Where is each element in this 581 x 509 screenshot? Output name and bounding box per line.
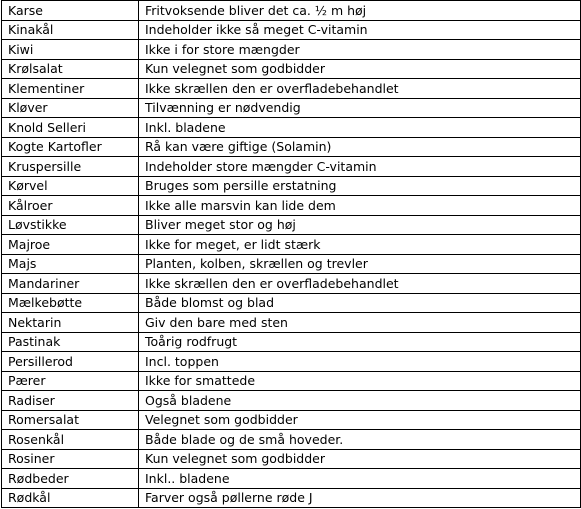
- food-note-cell: Incl. toppen: [139, 352, 581, 372]
- food-note-cell: Ikke skrællen den er overfladebehandlet: [139, 274, 581, 294]
- food-note-cell: Ikke for meget, er lidt stærk: [139, 235, 581, 255]
- table-row: [2, 469, 581, 489]
- food-note-cell: Inkl. bladene: [139, 118, 581, 138]
- food-name-cell: Majroe: [2, 235, 139, 255]
- food-name-cell: Klementiner: [2, 79, 139, 99]
- food-name-cell: Rødbeder: [2, 469, 139, 489]
- table-row: [2, 313, 581, 333]
- table-row: [2, 274, 581, 294]
- food-note-cell: Tilvænning er nødvendig: [139, 98, 581, 118]
- food-note-cell: Fritvoksende bliver det ca. ½ m høj: [139, 1, 581, 21]
- table-row: [2, 59, 581, 79]
- food-note-cell: Inkl.. bladene: [139, 469, 581, 489]
- table-row: [2, 449, 581, 469]
- food-name-cell: Krølsalat: [2, 59, 139, 79]
- food-note-cell: Indeholder ikke så meget C-vitamin: [139, 20, 581, 40]
- food-note-cell: Også bladene: [139, 391, 581, 411]
- food-name-cell: Pastinak: [2, 332, 139, 352]
- food-note-cell: Ikke alle marsvin kan lide dem: [139, 196, 581, 216]
- food-name-cell: Knold Selleri: [2, 118, 139, 138]
- vegetable-table: [1, 0, 581, 508]
- table-row: [2, 235, 581, 255]
- food-note-cell: Rå kan være giftige (Solamin): [139, 137, 581, 157]
- table-row: [2, 371, 581, 391]
- food-name-cell: Romersalat: [2, 410, 139, 430]
- food-name-cell: Kiwi: [2, 40, 139, 60]
- food-name-cell: Mandariner: [2, 274, 139, 294]
- table-row: [2, 391, 581, 411]
- food-name-cell: Majs: [2, 254, 139, 274]
- table-row: [2, 20, 581, 40]
- food-name-cell: Rødkål: [2, 488, 139, 508]
- table-row: [2, 215, 581, 235]
- food-name-cell: Kløver: [2, 98, 139, 118]
- food-note-cell: Planten, kolben, skrællen og trevler: [139, 254, 581, 274]
- table-row: [2, 98, 581, 118]
- table-row: [2, 118, 581, 138]
- food-note-cell: Kun velegnet som godbidder: [139, 449, 581, 469]
- food-name-cell: Rosenkål: [2, 430, 139, 450]
- food-name-cell: Rosiner: [2, 449, 139, 469]
- table-row: [2, 79, 581, 99]
- food-name-cell: Kogte Kartofler: [2, 137, 139, 157]
- food-name-cell: Persillerod: [2, 352, 139, 372]
- food-note-cell: Både blade og de små hoveder.: [139, 430, 581, 450]
- food-name-cell: Kørvel: [2, 176, 139, 196]
- food-note-cell: Velegnet som godbidder: [139, 410, 581, 430]
- food-note-cell: Giv den bare med sten: [139, 313, 581, 333]
- food-note-cell: Kun velegnet som godbidder: [139, 59, 581, 79]
- food-note-cell: Ikke skrællen den er overfladebehandlet: [139, 79, 581, 99]
- table-row: [2, 196, 581, 216]
- table-row: [2, 137, 581, 157]
- food-name-cell: Karse: [2, 1, 139, 21]
- table-row: [2, 352, 581, 372]
- food-note-cell: Ikke for smattede: [139, 371, 581, 391]
- table-row: [2, 176, 581, 196]
- table-row: [2, 332, 581, 352]
- table-row: [2, 157, 581, 177]
- food-name-cell: Løvstikke: [2, 215, 139, 235]
- food-note-cell: Indeholder store mængder C-vitamin: [139, 157, 581, 177]
- food-name-cell: Nektarin: [2, 313, 139, 333]
- table-row: [2, 410, 581, 430]
- table-row: [2, 254, 581, 274]
- table-row: [2, 1, 581, 21]
- food-note-cell: Både blomst og blad: [139, 293, 581, 313]
- food-name-cell: Kruspersille: [2, 157, 139, 177]
- food-name-cell: Mælkebøtte: [2, 293, 139, 313]
- food-note-cell: Bliver meget stor og høj: [139, 215, 581, 235]
- table-row: [2, 40, 581, 60]
- food-note-cell: Farver også pøllerne røde J: [139, 488, 581, 508]
- table-row: [2, 488, 581, 508]
- table-row: [2, 430, 581, 450]
- table-row: [2, 293, 581, 313]
- food-name-cell: Pærer: [2, 371, 139, 391]
- table-body: [2, 1, 581, 508]
- food-name-cell: Kålroer: [2, 196, 139, 216]
- food-note-cell: Ikke i for store mængder: [139, 40, 581, 60]
- food-note-cell: Toårig rodfrugt: [139, 332, 581, 352]
- food-name-cell: Kinakål: [2, 20, 139, 40]
- food-name-cell: Radiser: [2, 391, 139, 411]
- food-note-cell: Bruges som persille erstatning: [139, 176, 581, 196]
